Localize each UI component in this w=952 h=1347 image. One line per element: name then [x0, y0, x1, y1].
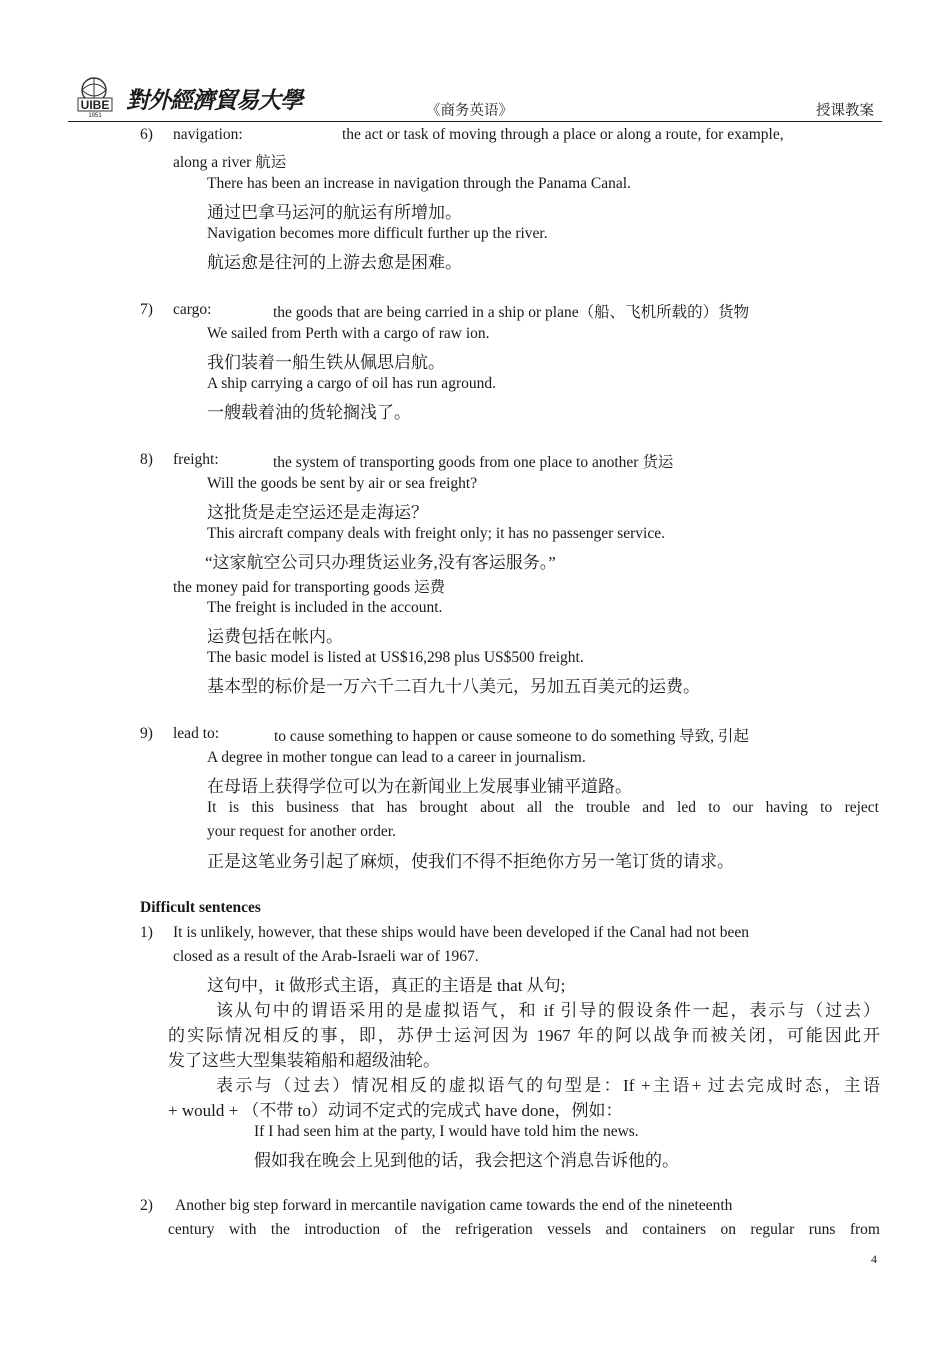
vocab-8-def: the system of transporting goods from one place to another 货运	[273, 454, 674, 471]
sentence-1-note2b: 的实际情况相反的事，即，苏伊士运河因为 1967 年的阿以战争而被关闭，可能因此开	[168, 1026, 880, 1045]
vocab-7-ex-4: 一艘载着油的货轮搁浅了。	[207, 403, 411, 422]
university-name: 對外經濟貿易大學	[126, 87, 302, 114]
logo-text: UIBE	[80, 98, 110, 112]
sentence-1-note2a: 该从句中的谓语采用的是虚拟语气，和 if 引导的假设条件一起，表示与（过去）	[216, 1001, 880, 1020]
sentence-1-line1: It is unlikely, however, that these ships would have been developed if the Canal had not been	[173, 924, 750, 941]
vocab-6-num: 6)	[140, 126, 153, 143]
page-number: 4	[871, 1252, 877, 1266]
doc-type: 授课教案	[816, 103, 874, 119]
university-logo	[72, 74, 122, 118]
sentence-1-example-cn: 假如我在晚会上见到他的话，我会把这个消息告诉他的。	[254, 1151, 679, 1170]
vocab-6-ex-1: There has been an increase in navigation through the Panama Canal.	[207, 175, 631, 192]
vocab-8-ex2-4: 基本型的标价是一万六千二百九十八美元，另加五百美元的运费。	[207, 677, 700, 696]
vocab-9-ex-5: 正是这笔业务引起了麻烦，使我们不得不拒绝你方另一笔订货的请求。	[207, 852, 734, 871]
sentence-2-line2: century with the introduction of the refrigeration vessels and containers on regular runs from	[168, 1221, 880, 1238]
vocab-8-num: 8)	[140, 451, 153, 468]
vocab-9-term: lead to:	[173, 725, 220, 742]
vocab-8-ex2-3: The basic model is listed at US$16,298 plus US$500 freight.	[207, 649, 584, 666]
vocab-6-term: navigation:	[173, 126, 243, 143]
sentence-1-line2: closed as a result of the Arab-Israeli war of 1967.	[173, 948, 479, 965]
vocab-6-ex-2: 通过巴拿马运河的航运有所增加。	[207, 203, 462, 222]
vocab-9-def: to cause something to happen or cause someone to do something 导致, 引起	[274, 728, 749, 745]
sentence-1-example-en: If I had seen him at the party, I would have told him the news.	[254, 1123, 639, 1140]
sentence-1-note1: 这句中，it 做形式主语，真正的主语是 that 从句;	[207, 976, 566, 995]
vocab-6-ex-3: Navigation becomes more difficult further up the river.	[207, 225, 548, 242]
sentence-2-line1: Another big step forward in mercantile navigation came towards the end of the nineteenth	[175, 1197, 733, 1214]
vocab-8-ex2-2: 运费包括在帐内。	[207, 627, 343, 646]
vocab-8-ex-1: Will the goods be sent by air or sea freight?	[207, 475, 478, 492]
vocab-7-def: the goods that are being carried in a ship or plane（船、飞机所载的）货物	[273, 304, 750, 321]
vocab-8-sense2: the money paid for transporting goods 运费	[173, 579, 446, 596]
vocab-7-num: 7)	[140, 301, 153, 318]
vocab-9-ex-3: It is this business that has brought about all the trouble and led to our having to reject	[207, 799, 879, 816]
sentence-2-num: 2)	[140, 1197, 153, 1214]
vocab-8-ex-4: “这家航空公司只办理货运业务,没有客运服务。”	[205, 553, 556, 572]
vocab-8-ex2-1: The freight is included in the account.	[207, 599, 443, 616]
sentence-1-note3a: 表示与（过去）情况相反的虚拟语气的句型是：If +主语+ 过去完成时态，主语	[216, 1076, 880, 1095]
sentence-1-note3b: + would + （不带 to）动词不定式的完成式 have done，例如：	[168, 1101, 623, 1120]
vocab-7-ex-2: 我们装着一船生铁从佩思启航。	[207, 353, 445, 372]
vocab-6-ex-4: 航运愈是往河的上游去愈是困难。	[207, 253, 462, 272]
vocab-9-num: 9)	[140, 725, 153, 742]
sentence-1-note2c: 发了这些大型集装箱船和超级油轮。	[168, 1051, 440, 1070]
vocab-9-ex-2: 在母语上获得学位可以为在新闻业上发展事业铺平道路。	[207, 777, 632, 796]
vocab-6-def: the act or task of moving through a place or along a route, for example,	[342, 126, 784, 143]
course-title: 《商务英语》	[426, 103, 513, 119]
emblem-icon	[72, 74, 122, 118]
vocab-6-def-cont: along a river 航运	[173, 154, 287, 171]
header-rule	[68, 121, 882, 122]
vocab-8-term: freight:	[173, 451, 219, 468]
vocab-9-ex-4: your request for another order.	[207, 823, 396, 840]
vocab-7-ex-3: A ship carrying a cargo of oil has run aground.	[207, 375, 496, 392]
vocab-9-ex-1: A degree in mother tongue can lead to a career in journalism.	[207, 749, 586, 766]
sentence-1-num: 1)	[140, 924, 153, 941]
vocab-8-ex-3: This aircraft company deals with freight only; it has no passenger service.	[207, 525, 665, 542]
vocab-7-ex-1: We sailed from Perth with a cargo of raw ion.	[207, 325, 490, 342]
vocab-7-term: cargo:	[173, 301, 212, 318]
logo-year: 1951	[88, 113, 102, 118]
vocab-8-ex-2: 这批货是走空运还是走海运？	[207, 503, 428, 522]
section-heading: Difficult sentences	[140, 899, 261, 916]
